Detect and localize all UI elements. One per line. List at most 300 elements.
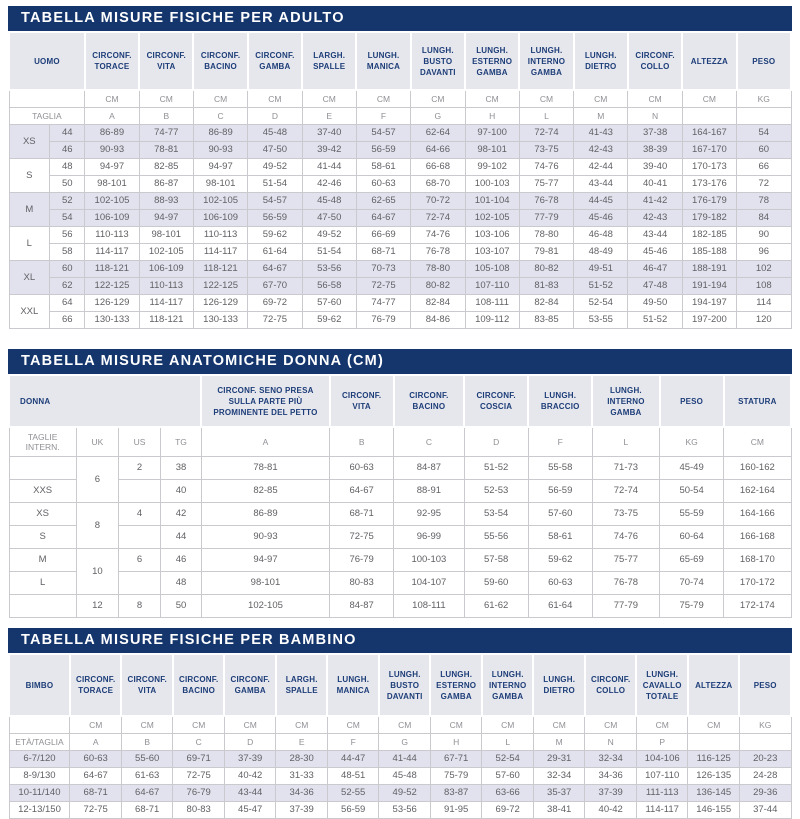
table-cell: 78-81 [139, 142, 193, 159]
table-cell: 80-82 [519, 261, 573, 278]
table-cell: 78-80 [411, 261, 465, 278]
table-cell: 79-81 [519, 244, 573, 261]
table-cell: 72-75 [356, 278, 410, 295]
table-cell: 54-57 [248, 193, 302, 210]
table-cell: 102-105 [85, 193, 139, 210]
table-cell: 114-117 [193, 244, 247, 261]
column-header: LARGH. SPALLE [276, 654, 328, 716]
table-cell: 77-79 [519, 210, 573, 227]
sub-header-cell: CM [411, 90, 465, 108]
sub-header-cell: CM [276, 716, 328, 734]
table-cell: 57-58 [464, 549, 528, 572]
table-cell: 102-105 [139, 244, 193, 261]
table-cell: 37-40 [302, 125, 356, 142]
column-header: CIRCONF. TORACE [70, 654, 122, 716]
table-cell: 118-121 [85, 261, 139, 278]
table-cell: 6 [76, 457, 118, 503]
column-header: ALTEZZA [682, 32, 736, 90]
table-cell: XXL [9, 295, 50, 329]
table-cell: 103-106 [465, 227, 519, 244]
table-cell: 52 [50, 193, 85, 210]
table-cell: 43-44 [224, 785, 276, 802]
table-cell: 104-106 [636, 751, 688, 768]
table-cell: 70-72 [411, 193, 465, 210]
sub-header-cell: E [302, 108, 356, 125]
table-cell: 66-69 [356, 227, 410, 244]
table-cell: 98-101 [85, 176, 139, 193]
table-cell: 40-42 [224, 768, 276, 785]
column-header: ALTEZZA [688, 654, 740, 716]
table-cell: 47-48 [628, 278, 682, 295]
table-cell: 45-46 [628, 244, 682, 261]
table-cell: 73-75 [519, 142, 573, 159]
sub-header-cell: E [276, 734, 328, 751]
table-cell: 72-75 [330, 526, 394, 549]
table-cell: 75-77 [592, 549, 659, 572]
table-cell: 51-52 [574, 278, 628, 295]
table-cell: 56 [50, 227, 85, 244]
sub-header-cell: N [585, 734, 637, 751]
table-cell: 136-145 [688, 785, 740, 802]
table-cell: 40-41 [628, 176, 682, 193]
sub-header-cell: CM [482, 716, 534, 734]
table-cell: S [9, 159, 50, 193]
sub-header-cell: CM [139, 90, 193, 108]
column-header: LUNGH. INTERNO GAMBA [482, 654, 534, 716]
table-cell [9, 457, 76, 480]
table-cell: 60-63 [356, 176, 410, 193]
sub-header-cell: TAGLIE INTERN. [9, 427, 76, 457]
table-cell: 42-43 [574, 142, 628, 159]
table-cell: 34-36 [276, 785, 328, 802]
table-cell: 130-133 [85, 312, 139, 329]
table-cell: 64-67 [356, 210, 410, 227]
sub-header-cell: US [118, 427, 160, 457]
table-cell: 111-113 [636, 785, 688, 802]
table-cell: 66 [50, 312, 85, 329]
column-header: STATURA [724, 375, 791, 427]
column-header: LARGH. SPALLE [302, 32, 356, 90]
table-cell: 8 [118, 595, 160, 618]
table-cell: 4 [118, 503, 160, 526]
table-cell: 12-13/150 [9, 802, 70, 819]
table-cell: 92-95 [394, 503, 464, 526]
table-cell: 94-97 [201, 549, 329, 572]
table-cell: 57-60 [482, 768, 534, 785]
column-header: CIRCONF. COLLO [585, 654, 637, 716]
table-cell: 44 [161, 526, 202, 549]
table-cell: 56-59 [356, 142, 410, 159]
table-cell: 56-58 [302, 278, 356, 295]
sub-header-cell: CM [682, 90, 736, 108]
table-section-adulto [8, 6, 792, 329]
table-cell: 45-47 [224, 802, 276, 819]
table-cell: 64-66 [411, 142, 465, 159]
table-cell: 34-36 [585, 768, 637, 785]
table-cell: 86-87 [139, 176, 193, 193]
table-cell: 70-73 [356, 261, 410, 278]
sub-header-cell: A [85, 108, 139, 125]
table-cell: 42 [161, 503, 202, 526]
table-cell: 58-61 [528, 526, 592, 549]
table-cell: 70-74 [660, 572, 724, 595]
table-cell: 69-71 [173, 751, 225, 768]
table-cell: 59-60 [464, 572, 528, 595]
table-cell: 75-79 [430, 768, 482, 785]
sub-header-cell: CM [585, 716, 637, 734]
table-cell: 176-179 [682, 193, 736, 210]
column-header: PESO [660, 375, 724, 427]
table-cell: 58-61 [356, 159, 410, 176]
table-cell: 42-46 [302, 176, 356, 193]
table-cell: 76-78 [411, 244, 465, 261]
table-cell [118, 572, 160, 595]
table-cell: 24-28 [739, 768, 791, 785]
table-cell: 126-129 [193, 295, 247, 312]
table-cell: 90-93 [85, 142, 139, 159]
table-cell [118, 480, 160, 503]
table-cell: 74-76 [592, 526, 659, 549]
table-cell: 114 [737, 295, 791, 312]
table-cell: 38-39 [628, 142, 682, 159]
table-cell: 75-77 [519, 176, 573, 193]
table-cell: 63-66 [482, 785, 534, 802]
table-cell: 104-107 [394, 572, 464, 595]
sub-header-cell: P [636, 734, 688, 751]
column-header: CIRCONF. GAMBA [224, 654, 276, 716]
sub-header-cell: H [430, 734, 482, 751]
sub-header-cell: CM [519, 90, 573, 108]
table-cell: 106-109 [139, 261, 193, 278]
table-cell: 61-62 [464, 595, 528, 618]
table-cell: 51-52 [464, 457, 528, 480]
table-cell: 45-48 [248, 125, 302, 142]
table-cell: 41-44 [302, 159, 356, 176]
table-cell: 102-105 [201, 595, 329, 618]
column-header: LUNGH. CAVALLO TOTALE [636, 654, 688, 716]
sub-header-cell: CM [85, 90, 139, 108]
table-cell: XS [9, 503, 76, 526]
table-cell: 49-51 [574, 261, 628, 278]
table-cell: 57-60 [528, 503, 592, 526]
table-cell: 110-113 [193, 227, 247, 244]
table-cell: 80-83 [173, 802, 225, 819]
column-header: CIRCONF. GAMBA [248, 32, 302, 90]
table-cell: 76-79 [356, 312, 410, 329]
table-cell: 51-54 [248, 176, 302, 193]
table-cell: 160-162 [724, 457, 791, 480]
table-cell: 118-121 [193, 261, 247, 278]
table-cell: 170-172 [724, 572, 791, 595]
table-cell: 100-103 [394, 549, 464, 572]
sub-header-cell: C [193, 108, 247, 125]
sub-header-cell [737, 108, 791, 125]
table-cell: 98-101 [201, 572, 329, 595]
column-header: CIRCONF. BACINO [173, 654, 225, 716]
table-cell: 78 [737, 193, 791, 210]
table-cell: 102-105 [465, 210, 519, 227]
table-cell: M [9, 193, 50, 227]
size-table-adulto [8, 31, 792, 329]
table-cell: 48-49 [574, 244, 628, 261]
sub-header-cell: TG [161, 427, 202, 457]
table-cell: 64-67 [70, 768, 122, 785]
sub-header-cell: ETÀ/TAGLIA [9, 734, 70, 751]
table-cell: M [9, 549, 76, 572]
table-cell: 72-74 [592, 480, 659, 503]
table-cell: 52-53 [464, 480, 528, 503]
table-cell: 53-54 [464, 503, 528, 526]
column-header: CIRCONF. COSCIA [464, 375, 528, 427]
table-cell: 67-70 [248, 278, 302, 295]
table-cell: 86-89 [85, 125, 139, 142]
column-header: UOMO [9, 32, 85, 90]
sub-header-cell: KG [739, 716, 791, 734]
sub-header-cell [682, 108, 736, 125]
table-cell: 116-125 [688, 751, 740, 768]
table-cell: 108-111 [465, 295, 519, 312]
table-cell: 83-87 [430, 785, 482, 802]
table-cell: 37-39 [224, 751, 276, 768]
table-cell: 56-59 [248, 210, 302, 227]
table-cell: 10-11/140 [9, 785, 70, 802]
table-cell: 58 [50, 244, 85, 261]
table-cell: 53-56 [302, 261, 356, 278]
table-cell: 43-44 [574, 176, 628, 193]
table-cell: 122-125 [193, 278, 247, 295]
sub-header-cell: CM [248, 90, 302, 108]
table-cell: 49-52 [248, 159, 302, 176]
table-cell: 191-194 [682, 278, 736, 295]
table-cell: 52-55 [327, 785, 379, 802]
sub-header-cell: D [464, 427, 528, 457]
table-cell: 101-104 [465, 193, 519, 210]
table-cell: 56-59 [327, 802, 379, 819]
column-header: LUNGH. BUSTO DAVANTI [411, 32, 465, 90]
sub-header-cell: KG [737, 90, 791, 108]
table-cell: 179-182 [682, 210, 736, 227]
table-cell: 56-59 [528, 480, 592, 503]
table-cell: 46-48 [574, 227, 628, 244]
column-header: LUNGH. MANICA [356, 32, 410, 90]
sub-header-cell: A [70, 734, 122, 751]
sub-header-cell: CM [356, 90, 410, 108]
table-cell: 82-85 [139, 159, 193, 176]
table-cell [9, 595, 76, 618]
table-cell: 96-99 [394, 526, 464, 549]
table-cell: 64-67 [121, 785, 173, 802]
table-cell: 80-82 [411, 278, 465, 295]
table-cell: 146-155 [688, 802, 740, 819]
table-cell: 106-109 [193, 210, 247, 227]
table-cell: 32-34 [585, 751, 637, 768]
table-cell: 102 [737, 261, 791, 278]
sub-header-cell: H [465, 108, 519, 125]
sub-header-cell [688, 734, 740, 751]
table-cell: 48 [161, 572, 202, 595]
table-cell: 46-47 [628, 261, 682, 278]
table-cell: 49-52 [302, 227, 356, 244]
sub-header-cell [9, 716, 70, 734]
sub-header-cell [739, 734, 791, 751]
table-cell: 61-64 [248, 244, 302, 261]
column-header: LUNGH. ESTERNO GAMBA [430, 654, 482, 716]
table-cell: 114-117 [139, 295, 193, 312]
table-cell: 40-42 [585, 802, 637, 819]
table-cell: 44-45 [574, 193, 628, 210]
table-cell: 164-166 [724, 503, 791, 526]
table-cell: 118-121 [139, 312, 193, 329]
table-cell: L [9, 572, 76, 595]
table-cell: 88-93 [139, 193, 193, 210]
sub-header-cell: F [327, 734, 379, 751]
sub-header-cell: L [592, 427, 659, 457]
table-cell: 172-174 [724, 595, 791, 618]
table-cell: 38-41 [533, 802, 585, 819]
sub-header-cell: CM [193, 90, 247, 108]
table-cell: 188-191 [682, 261, 736, 278]
table-cell: XXS [9, 480, 76, 503]
table-cell: 8 [76, 503, 118, 549]
sub-header-cell: CM [327, 716, 379, 734]
sub-header-cell: CM [724, 427, 791, 457]
table-cell: 98-101 [465, 142, 519, 159]
table-cell: 49-50 [628, 295, 682, 312]
table-cell: 122-125 [85, 278, 139, 295]
table-cell: 86-89 [193, 125, 247, 142]
table-section-donna [8, 349, 792, 618]
table-cell: 12 [76, 595, 118, 618]
sub-header-cell: CM [121, 716, 173, 734]
table-cell: 170-173 [682, 159, 736, 176]
sub-header-cell: G [379, 734, 431, 751]
table-cell: 86-89 [201, 503, 329, 526]
sub-header-cell: F [528, 427, 592, 457]
table-cell: 100-103 [465, 176, 519, 193]
table-cell: 166-168 [724, 526, 791, 549]
table-cell: 45-48 [379, 768, 431, 785]
table-cell: 74-76 [519, 159, 573, 176]
column-header: CIRCONF. VITA [330, 375, 394, 427]
table-cell: 38 [161, 457, 202, 480]
table-cell: 37-38 [628, 125, 682, 142]
column-header: CIRCONF. TORACE [85, 32, 139, 90]
table-cell: 173-176 [682, 176, 736, 193]
table-cell: 68-71 [121, 802, 173, 819]
sub-header-cell: CM [302, 90, 356, 108]
table-cell: 59-62 [302, 312, 356, 329]
table-cell: 44 [50, 125, 85, 142]
table-cell: 50-54 [660, 480, 724, 503]
sub-header-cell: CM [688, 716, 740, 734]
table-cell: 62-65 [356, 193, 410, 210]
table-cell [118, 526, 160, 549]
table-cell: 37-39 [585, 785, 637, 802]
sub-header-cell: M [574, 108, 628, 125]
sub-header-cell: CM [465, 90, 519, 108]
table-cell: 67-71 [430, 751, 482, 768]
table-cell: 62 [50, 278, 85, 295]
table-cell: 82-84 [411, 295, 465, 312]
table-cell: 185-188 [682, 244, 736, 261]
table-cell: 74-77 [139, 125, 193, 142]
column-header: PESO [737, 32, 791, 90]
sub-header-cell: KG [660, 427, 724, 457]
table-cell: 28-30 [276, 751, 328, 768]
column-header: LUNGH. ESTERNO GAMBA [465, 32, 519, 90]
table-cell: 68-71 [330, 503, 394, 526]
table-cell: 98-101 [139, 227, 193, 244]
table-cell: 76-79 [330, 549, 394, 572]
table-cell: 162-164 [724, 480, 791, 503]
column-header: LUNGH. INTERNO GAMBA [519, 32, 573, 90]
column-header: CIRCONF. COLLO [628, 32, 682, 90]
size-table-donna [8, 374, 792, 618]
table-cell: 60-63 [70, 751, 122, 768]
sub-header-cell: B [139, 108, 193, 125]
table-cell: 45-48 [302, 193, 356, 210]
table-cell: 80-83 [330, 572, 394, 595]
table-cell: 47-50 [248, 142, 302, 159]
table-cell: 72-74 [519, 125, 573, 142]
table-cell: 194-197 [682, 295, 736, 312]
table-cell: 69-72 [482, 802, 534, 819]
sub-header-cell: CM [533, 716, 585, 734]
table-cell: 29-36 [739, 785, 791, 802]
table-cell: 72-75 [173, 768, 225, 785]
table-cell: 72-75 [70, 802, 122, 819]
sub-header-cell: C [173, 734, 225, 751]
table-cell: 8-9/130 [9, 768, 70, 785]
table-cell: 59-62 [528, 549, 592, 572]
table-cell: 90 [737, 227, 791, 244]
table-cell: 94-97 [85, 159, 139, 176]
sub-header-cell: CM [636, 716, 688, 734]
table-cell: 61-64 [528, 595, 592, 618]
table-cell: 64-67 [330, 480, 394, 503]
table-cell: 54 [737, 125, 791, 142]
sub-header-cell: CM [430, 716, 482, 734]
table-cell: 42-43 [628, 210, 682, 227]
table-cell: 168-170 [724, 549, 791, 572]
table-cell: 45-46 [574, 210, 628, 227]
sub-header-cell: CM [628, 90, 682, 108]
sub-header-cell: L [519, 108, 573, 125]
table-cell: 84-87 [330, 595, 394, 618]
column-header: CIRCONF. BACINO [394, 375, 464, 427]
sub-header-cell: CM [379, 716, 431, 734]
table-cell: 75-79 [660, 595, 724, 618]
table-cell: 110-113 [85, 227, 139, 244]
sub-header-cell: M [533, 734, 585, 751]
table-cell: S [9, 526, 76, 549]
table-cell: 94-97 [193, 159, 247, 176]
column-header: LUNGH. BUSTO DAVANTI [379, 654, 431, 716]
table-cell: 114-117 [636, 802, 688, 819]
sub-header-cell: TAGLIA [9, 108, 85, 125]
table-cell: 55-58 [528, 457, 592, 480]
table-cell: 78-81 [201, 457, 329, 480]
table-cell: 60-64 [660, 526, 724, 549]
table-cell: 50 [161, 595, 202, 618]
table-cell: 45-49 [660, 457, 724, 480]
table-cell: 97-100 [465, 125, 519, 142]
table-cell: 84-87 [394, 457, 464, 480]
table-cell: 37-44 [739, 802, 791, 819]
sub-header-cell: B [330, 427, 394, 457]
column-header: LUNGH. INTERNO GAMBA [592, 375, 659, 427]
table-cell: 68-71 [356, 244, 410, 261]
